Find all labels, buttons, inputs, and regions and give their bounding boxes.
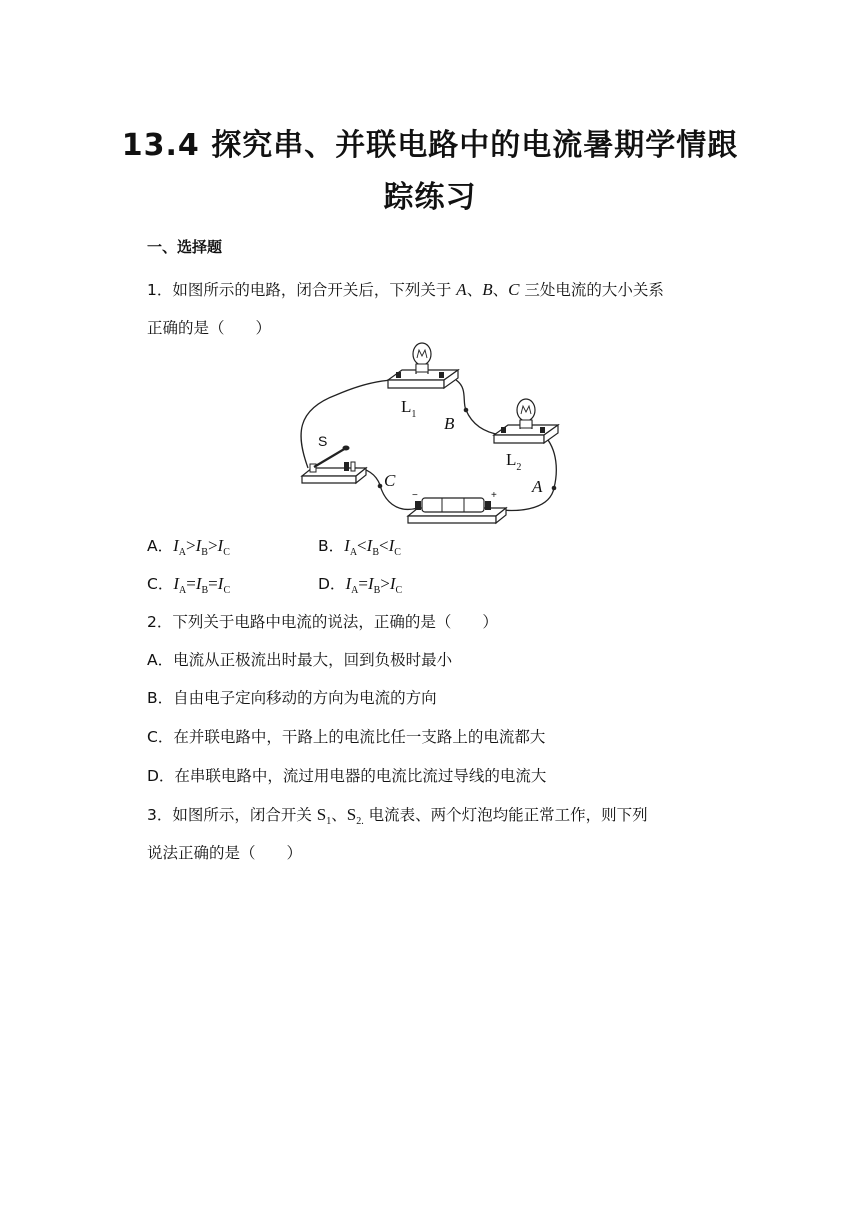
- current-symbol: I: [344, 536, 350, 555]
- figure-label-s: S: [318, 433, 328, 449]
- current-symbol: I: [388, 536, 395, 555]
- subscript: C: [394, 547, 401, 559]
- point-a-label: A: [456, 280, 467, 299]
- option-label: B．: [318, 537, 345, 555]
- q2-option-b: B．自由电子定向移动的方向为电流的方向: [147, 689, 437, 707]
- switch-s: [302, 446, 366, 484]
- l1-label: $L_1$: [401, 397, 417, 420]
- q3-stem-text: 3．如图所示，闭合开关: [147, 806, 317, 824]
- option-label: D．: [318, 575, 346, 593]
- point-b-label: B: [482, 280, 493, 299]
- l2-label: $L_2$: [506, 450, 522, 473]
- operator: =: [208, 574, 218, 593]
- subscript: A: [349, 547, 358, 559]
- operator: <: [357, 536, 367, 555]
- q1-option-b: [318, 534, 401, 558]
- operator: >: [207, 536, 218, 555]
- point-c-label: C: [508, 280, 520, 299]
- subscript: A: [178, 547, 187, 559]
- lamp-l2: [494, 399, 558, 443]
- point-a-dot: [552, 486, 557, 491]
- point-c-dot: [378, 484, 383, 489]
- subscript: C: [395, 585, 403, 597]
- operator: =: [358, 574, 368, 593]
- switch-symbol: S: [316, 805, 327, 824]
- option-label: C．: [147, 575, 174, 593]
- subscript: A: [179, 585, 187, 597]
- operator: >: [186, 536, 196, 555]
- q1-stem-text-end: 三处电流的大小关系: [519, 281, 664, 299]
- document-title-line-1: 13.4 探究串、并联电路中的电流暑期学情跟: [121, 128, 739, 163]
- subscript: A: [351, 585, 359, 597]
- figure-label-b: B: [444, 414, 455, 433]
- q1-stem-line-2: 正确的是（ ）: [147, 319, 272, 337]
- battery-plus-sign: +: [491, 490, 497, 501]
- q3-stem-line-1: [147, 803, 648, 827]
- current-symbol: I: [366, 536, 373, 555]
- current-symbol: I: [389, 574, 396, 593]
- q1-stem-line-1: [147, 278, 664, 300]
- subscript: B: [373, 585, 381, 597]
- battery-minus-sign: −: [412, 490, 418, 501]
- q2-option-a: A．电流从正极流出时最大，回到负极时最小: [147, 651, 453, 669]
- current-symbol: I: [173, 574, 179, 593]
- subscript: 1: [326, 816, 332, 828]
- current-symbol: I: [195, 536, 202, 555]
- q3-stem-text-end: 电流表、两个灯泡均能正常工作，则下列: [363, 806, 648, 824]
- q1-option-d: [318, 572, 402, 596]
- operator: >: [380, 574, 390, 593]
- figure-label-a: A: [532, 477, 543, 496]
- option-label: A．: [147, 537, 174, 555]
- q1-stem-text: 1．如图所示的电路，闭合开关后，下列关于: [147, 281, 457, 299]
- q3-stem-line-2: 说法正确的是（ ）: [147, 844, 303, 862]
- battery: [408, 498, 506, 523]
- subscript: 2.: [356, 816, 364, 828]
- circuit-diagram: [296, 340, 562, 530]
- subscript: C: [223, 585, 231, 597]
- current-symbol: I: [195, 574, 202, 593]
- operator: <: [378, 536, 389, 555]
- section-heading: 一、选择题: [147, 238, 223, 256]
- q2-stem: 2．下列关于电路中电流的说法，正确的是（ ）: [147, 613, 498, 631]
- q1-option-a: [147, 534, 230, 558]
- current-symbol: I: [345, 574, 352, 593]
- lamp-l1: [388, 343, 458, 388]
- point-b-dot: [464, 408, 469, 413]
- switch-symbol: S: [346, 805, 357, 824]
- subscript: B: [372, 547, 379, 559]
- separator: 、: [331, 806, 347, 824]
- figure-label-c: C: [384, 471, 396, 490]
- q2-option-d: D．在串联电路中，流过用电器的电流比流过导线的电流大: [147, 767, 547, 785]
- current-symbol: I: [217, 536, 224, 555]
- q1-option-c: [147, 572, 230, 596]
- q2-option-c: C．在并联电路中，干路上的电流比任一支路上的电流都大: [147, 728, 546, 746]
- separator: 、: [466, 281, 483, 299]
- subscript: B: [201, 585, 209, 597]
- current-symbol: I: [173, 536, 179, 555]
- current-symbol: I: [217, 574, 224, 593]
- subscript: C: [223, 547, 230, 559]
- separator: 、: [492, 281, 509, 299]
- subscript: B: [201, 547, 208, 559]
- document-title-line-2: 踪练习: [383, 180, 477, 215]
- operator: =: [186, 574, 196, 593]
- current-symbol: I: [367, 574, 374, 593]
